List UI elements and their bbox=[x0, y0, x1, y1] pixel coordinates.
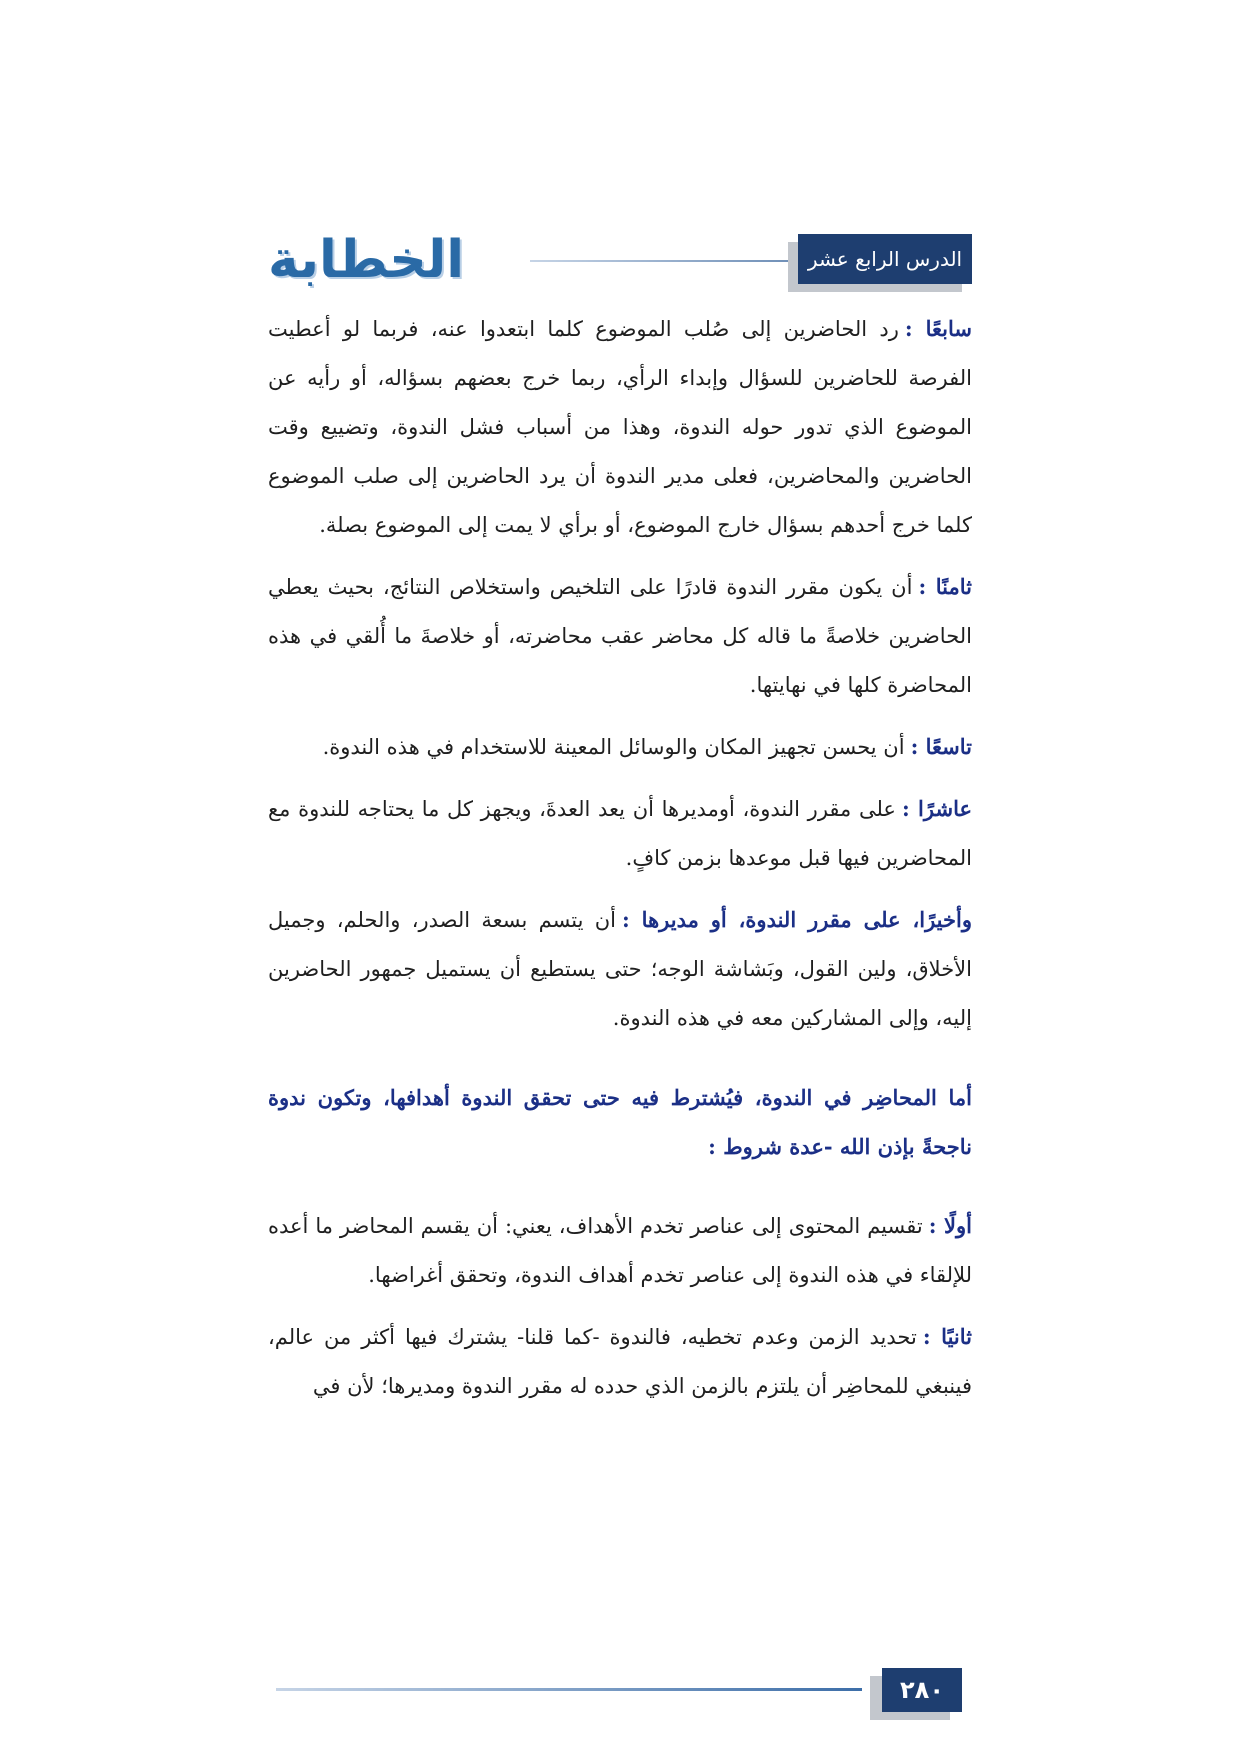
footer-divider bbox=[276, 1688, 862, 1691]
lecturer-conditions-heading: أما المحاضِر في الندوة، فيُشترط فيه حتى تحقق الندوة أهدافها، وتكون ندوة ناجحةً بإذن الله -عدة شروط : bbox=[268, 1085, 972, 1159]
condition-first bbox=[268, 1201, 972, 1300]
paragraph-ninth bbox=[268, 722, 972, 772]
paragraph-text: رد الحاضرين إلى صُلب الموضوع كلما ابتعدوا عنه، فربما لو أعطيت الفرصة للحاضرين للسؤال وإبداء الرأي، ربما خرج بعضهم بسؤاله، أو رأيه عن الموضوع الذي تدور حوله الندوة، وهذا من أسباب فشل الندوة، وتضييع وقت الحاضرين والمحاضرين، فعلى مدير الندوة أن يرد الحاضرين إلى صلب الموضوع كلما خرج أحدهم بسؤال خارج الموضوع، أو برأي لا يمت إلى الموضوع بصلة. bbox=[268, 317, 972, 537]
paragraph-text: أن يكون مقرر الندوة قادرًا على التلخيص واستخلاص النتائج، بحيث يعطي الحاضرين خلاصةً ما قاله كل محاضر عقب محاضرته، أو خلاصةَ ما أُلقي في هذه المحاضرة كلها في نهايتها. bbox=[268, 575, 972, 697]
header-divider bbox=[530, 260, 792, 262]
section-spacer bbox=[268, 1055, 972, 1073]
paragraph-eighth bbox=[268, 562, 972, 710]
page-header bbox=[268, 230, 972, 290]
condition-text: تقسيم المحتوى إلى عناصر تخدم الأهداف، يعني: أن يقسم المحاضر ما أعده للإلقاء في هذه الندوة إلى عناصر تخدم أهداف الندوة، وتحقق أغراضها. bbox=[268, 1214, 972, 1287]
paragraph-term: سابعًا : bbox=[904, 316, 972, 341]
paragraph-tenth bbox=[268, 784, 972, 883]
paragraph-text: أن يتسم بسعة الصدر، والحلم، وجميل الأخلاق، ولين القول، وبَشاشة الوجه؛ حتى يستطيع أن يستميل جمهور الحاضرين إليه، وإلى المشاركين معه في هذه الندوة. bbox=[268, 908, 972, 1030]
book-title: الخطابة bbox=[268, 230, 465, 290]
condition-term: ثانيًا : bbox=[922, 1324, 972, 1349]
page-number: ٢٨٠ bbox=[882, 1668, 962, 1712]
paragraph-seventh bbox=[268, 304, 972, 550]
lesson-badge: الدرس الرابع عشر bbox=[798, 234, 972, 284]
page-body bbox=[268, 304, 972, 1423]
paragraph-term: ثامنًا : bbox=[918, 574, 972, 599]
condition-text: تحديد الزمن وعدم تخطيه، فالندوة -كما قلنا- يشترك فيها أكثر من عالم، فينبغي للمحاضِر أن يلتزم بالزمن الذي حدده له مقرر الندوة ومديرها؛ لأن في bbox=[268, 1325, 972, 1398]
paragraph-finally bbox=[268, 895, 972, 1043]
paragraph-term: عاشرًا : bbox=[901, 796, 972, 821]
condition-term: أولًا : bbox=[928, 1213, 972, 1238]
paragraph-text: أن يحسن تجهيز المكان والوسائل المعينة للاستخدام في هذه الندوة. bbox=[322, 735, 905, 759]
condition-second bbox=[268, 1312, 972, 1411]
paragraph-term: وأخيرًا، على مقرر الندوة، أو مديرها : bbox=[622, 907, 972, 932]
page-footer bbox=[268, 1668, 972, 1724]
paragraph-text: على مقرر الندوة، أومديرها أن يعد العدةَ، ويجهز كل ما يحتاجه للندوة مع المحاضرين فيها قبل موعدها بزمن كافٍ. bbox=[268, 797, 972, 870]
paragraph-term: تاسعًا : bbox=[910, 734, 972, 759]
